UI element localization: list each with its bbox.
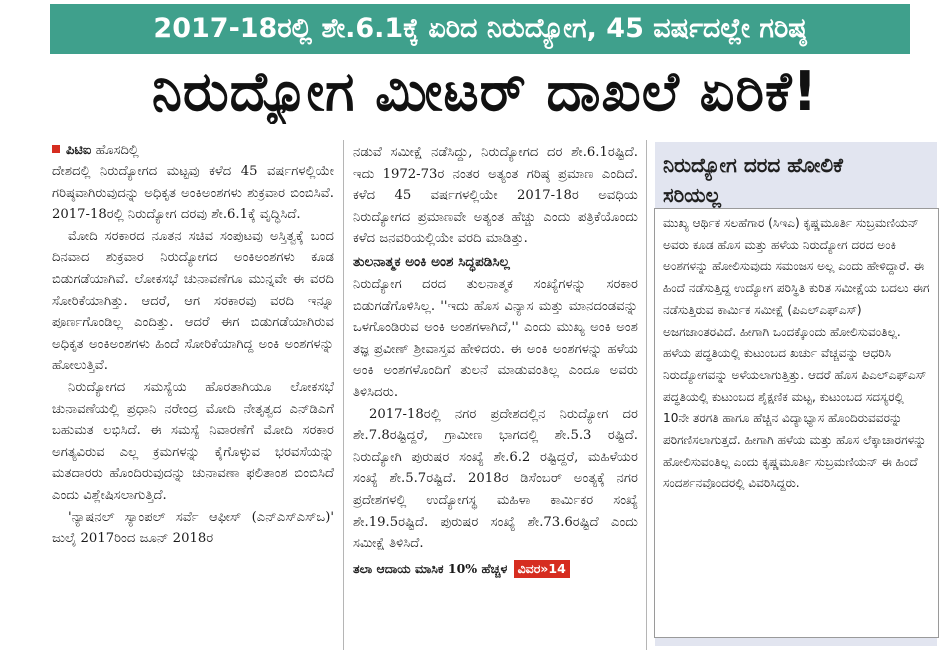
related-story-percent: 10% ಹೆಚ್ಚಳ	[447, 560, 508, 576]
paragraph: ನಿರುದ್ಯೋಗ ದರದ ತುಲನಾತ್ಮಕ ಸಂಖ್ಯೆಗಳನ್ನು ಸರಕಾರ ಬಿಡುಗಡೆಗೊಳಿಸಿಲ್ಲ. ''ಇದು ಹೊಸ ವಿನ್ಯಾಸ ಮತ್ತು ಮಾನದಂಡವನ್ನು ಒಳಗೊಂಡಿರುವ ಅಂಕಿ ಅಂಶಗಳಾಗಿದೆ,'' ಎಂದು ಮುಖ್ಯ ಅಂಕಿ ಅಂಶ ತಜ್ಞ ಪ್ರವೀಣ್ ಶ್ರೀವಾಸ್ತವ ಹೇಳಿದರು. ಈ ಅಂಕಿ ಅಂಶಗಳನ್ನು ಹಳೆಯ ಅಂಕಿ ಅಂಶಗಳೊಂದಿಗೆ ತುಲನೆ ಮಾಡುವಂತಿಲ್ಲ ಎಂದೂ ಅವರು ತಿಳಿಸಿದರು.	[353, 276, 638, 400]
page-jump-badge[interactable]: ವಿವರ»14	[514, 560, 570, 578]
column-divider	[343, 140, 344, 650]
sidebar-title: ನಿರುದ್ಯೋಗ ದರದ ಹೋಲಿಕೆ ಸರಿಯಲ್ಲ	[663, 153, 843, 207]
paragraph: ನಿರುದ್ಯೋಗದ ಸಮಸ್ಯೆಯ ಹೊರತಾಗಿಯೂ ಲೋಕಸಭೆ ಚುನಾವಣೆಯಲ್ಲಿ ಪ್ರಧಾನಿ ನರೇಂದ್ರ ಮೋದಿ ನೇತೃತ್ವದ ಎನ್‌ಡಿಎಗೆ ಬಹುಮತ ಲಭಿಸಿದೆ. ಈ ಸಮಸ್ಯೆ ನಿವಾರಣೆಗೆ ಮೋದಿ ಸರಕಾರ ಅಗತ್ಯವಿರುವ ಎಲ್ಲ ಕ್ರಮಗಳನ್ನು ಕೈಗೊಳ್ಳುವ ಭರವಸೆಯನ್ನು ಮತದಾರರು ಹೊಂದಿರುವುದನ್ನು ಚುನಾವಣಾ ಫಲಿತಾಂಶ ಬಿಂಬಿಸಿದೆ ಎಂದು ವಿಶ್ಲೇಷಿಸಲಾಗುತ್ತಿದೆ.	[52, 379, 334, 503]
paragraph: 2017-18ರಲ್ಲಿ ನಗರ ಪ್ರದೇಶದಲ್ಲಿನ ನಿರುದ್ಯೋಗ ದರ ಶೇ.7.8ರಷ್ಟಿದ್ದರೆ, ಗ್ರಾಮೀಣ ಭಾಗದಲ್ಲಿ ಶೇ.5.3 ರಷ್ಟಿದೆ. ನಿರುದ್ಯೋಗಿ ಪುರುಷರ ಸಂಖ್ಯೆ ಶೇ.6.2 ರಷ್ಟಿದ್ದರೆ, ಮಹಿಳೆಯರ ಸಂಖ್ಯೆ ಶೇ.5.7ರಷ್ಟಿದೆ. 2018ರ ಡಿಸೆಂಬರ್ ಅಂತ್ಯಕ್ಕೆ ನಗರ ಪ್ರದೇಶಗಳಲ್ಲಿ ಉದ್ಯೋಗಸ್ಥ ಮಹಿಳಾ ಕಾರ್ಮಿಕರ ಸಂಖ್ಯೆ ಶೇ.19.5ರಷ್ಟಿದೆ. ಪುರುಷರ ಸಂಖ್ಯೆ ಶೇ.73.6ರಷ್ಟಿದೆ ಎಂದು ಸಮೀಕ್ಷೆ ತಿಳಿಸಿದೆ.	[353, 406, 638, 552]
article-column-1	[52, 140, 334, 550]
column-divider	[646, 140, 647, 650]
headline: ನಿರುದ್ಯೋಗ ಮೀಟರ್ ದಾಖಲೆ ಏರಿಕೆ!	[151, 60, 819, 123]
article-column-2	[353, 142, 638, 580]
paragraph: ದೇಶದಲ್ಲಿ ನಿರುದ್ಯೋಗದ ಮಟ್ಟವು ಕಳೆದ 45 ವರ್ಷಗಳಲ್ಲಿಯೇ ಗರಿಷ್ಠವಾಗಿರುವುದನ್ನು ಅಧಿಕೃತ ಅಂಕಿಅಂಶಗಳು ಶುಕ್ರವಾರ ಬಿಂಬಿಸಿವೆ. 2017-18ರಲ್ಲಿ ನಿರುದ್ಯೋಗ ದರವು ಶೇ.6.1ಕ್ಕೆ ವೃದ್ಧಿಸಿದೆ.	[52, 164, 334, 223]
related-story-text: ತಲಾ ಆದಾಯ ಮಾಸಿಕ	[353, 560, 444, 576]
subheading: ತುಲನಾತ್ಮಕ ಅಂಕಿ ಅಂಶ ಸಿದ್ಧಪಡಿಸಿಲ್ಲ	[353, 253, 510, 270]
dateline-agency: ಪಿಟಿಐ	[66, 143, 92, 158]
paragraph: 'ನ್ಯಾಷನಲ್ ಸ್ಯಾಂಪಲ್ ಸರ್ವೆ ಆಫೀಸ್ (ಎನ್‌ಎಸ್‌ಎಸ್‌ಒ)' ಜುಲೈ 2017ರಿಂದ ಜೂನ್ 2018ರ	[52, 509, 334, 547]
sidebar-body: ಮುಖ್ಯ ಆರ್ಥಿಕ ಸಲಹೆಗಾರ (ಸಿಇಎ) ಕೃಷ್ಣಮೂರ್ತಿ ಸುಬ್ರಮಣಿಯನ್ ಅವರು ಕೂಡ ಹೊಸ ಮತ್ತು ಹಳೆಯ ನಿರುದ್ಯೋಗ ದರದ ಅಂಕಿ ಅಂಶಗಳನ್ನು ಹೋಲಿಸುವುದು ಸಮಂಜಸ ಅಲ್ಲ ಎಂದು ಹೇಳಿದ್ದಾರೆ. ಈ ಹಿಂದೆ ನಡೆಸುತ್ತಿದ್ದ ಉದ್ಯೋಗ ಪರಿಸ್ಥಿತಿ ಕುರಿತ ಸಮೀಕ್ಷೆಯ ಬದಲು ಈಗ ನಡೆಸುತ್ತಿರುವ ಕಾರ್ಮಿಕ ಸಮೀಕ್ಷೆ (ಪಿಎಲ್‌ಎಫ್‌ಎಸ್) ಅಜಗಜಾಂತರವಿದೆ. ಹೀಗಾಗಿ ಒಂದಕ್ಕೊಂದು ಹೋಲಿಸುವಂತಿಲ್ಲ. ಹಳೆಯ ಪದ್ಧತಿಯಲ್ಲಿ ಕುಟುಂಬದ ಖರ್ಚು ವೆಚ್ಚವನ್ನು ಆಧರಿಸಿ ನಿರುದ್ಯೋಗವನ್ನು ಅಳೆಯಲಾಗುತ್ತಿತ್ತು. ಆದರೆ ಹೊಸ ಪಿಎಲ್‌ಎಫ್‌ಎಸ್ ಪದ್ಧತಿಯಲ್ಲಿ ಕುಟುಂಬದ ಶೈಕ್ಷಣಿಕ ಮಟ್ಟ, ಕುಟುಂಬದ ಸದಸ್ಯರಲ್ಲಿ 10ನೇ ತರಗತಿ ಹಾಗೂ ಹೆಚ್ಚಿನ ವಿದ್ಯಾಭ್ಯಾಸ ಹೊಂದಿರುವವರನ್ನು ಪರಿಗಣಿಸಲಾಗುತ್ತದೆ. ಹೀಗಾಗಿ ಹಳೆಯ ಮತ್ತು ಹೊಸ ಲೆಕ್ಕಾಚಾರಗಳನ್ನು ಹೋಲಿಸುವಂತಿಲ್ಲ ಎಂದು ಕೃಷ್ಣಮೂರ್ತಿ ಸುಬ್ರಮಣಿಯನ್ ಈ ಹಿಂದೆ ಸಂದರ್ಶನವೊಂದರಲ್ಲಿ ವಿವರಿಸಿದ್ದರು.	[654, 208, 939, 638]
related-story-reference[interactable]	[353, 558, 638, 580]
bullet-square-icon	[52, 145, 60, 153]
paragraph: ಮೋದಿ ಸರಕಾರದ ನೂತನ ಸಚಿವ ಸಂಪುಟವು ಅಸ್ತಿತ್ವಕ್ಕೆ ಬಂದ ದಿನವಾದ ಶುಕ್ರವಾರ ನಿರುದ್ಯೋಗದ ಅಂಕಿಅಂಶಗಳು ಕೂಡ ಬಿಡುಗಡೆಯಾಗಿವೆ. ಲೋಕಸಭೆ ಚುನಾವಣೆಗೂ ಮುನ್ನವೇ ಈ ವರದಿ ಸೋರಿಕೆಯಾಗಿತ್ತು. ಆದರೆ, ಆಗ ಸರಕಾರವು ವರದಿ ಇನ್ನೂ ಪೂರ್ಣಗೊಂಡಿಲ್ಲ ಎಂದಿತ್ತು. ಆದರೆ ಈಗ ಬಿಡುಗಡೆಯಾಗಿರುವ ಅಧಿಕೃತ ಅಂಕಿಅಂಶಗಳು ಹಿಂದೆ ಸೋರಿಕೆಯಾಗಿದ್ದ ಅಂಕಿ ಅಂಶಗಳನ್ನು ಹೋಲುತ್ತಿವೆ.	[52, 228, 334, 374]
paragraph: ನಡುವೆ ಸಮೀಕ್ಷೆ ನಡೆಸಿದ್ದು, ನಿರುದ್ಯೋಗದ ದರ ಶೇ.6.1ರಷ್ಟಿದೆ. ಇದು 1972-73ರ ನಂತರ ಅತ್ಯಂತ ಗರಿಷ್ಠ ಪ್ರಮಾಣ ಎಂದಿದೆ. ಕಳೆದ 45 ವರ್ಷಗಳಲ್ಲಿಯೇ 2017-18ರ ಅವಧಿಯ ನಿರುದ್ಯೋಗದ ಪ್ರಮಾಣವೇ ಅತ್ಯಂತ ಹೆಚ್ಚು ಎಂದು ಪತ್ರಿಕೆಯೊಂದು ಕಳೆದ ಜನವರಿಯಲ್ಲಿಯೇ ವರದಿ ಮಾಡಿತ್ತು.	[353, 145, 638, 247]
dateline-place: ಹೊಸದಿಲ್ಲಿ	[95, 143, 139, 158]
dateline	[52, 140, 334, 161]
kicker-banner: 2017-18ರಲ್ಲಿ ಶೇ.6.1ಕ್ಕೆ ಏರಿದ ನಿರುದ್ಯೋಗ, 45 ವರ್ಷದಲ್ಲೇ ಗರಿಷ್ಠ	[50, 4, 910, 54]
